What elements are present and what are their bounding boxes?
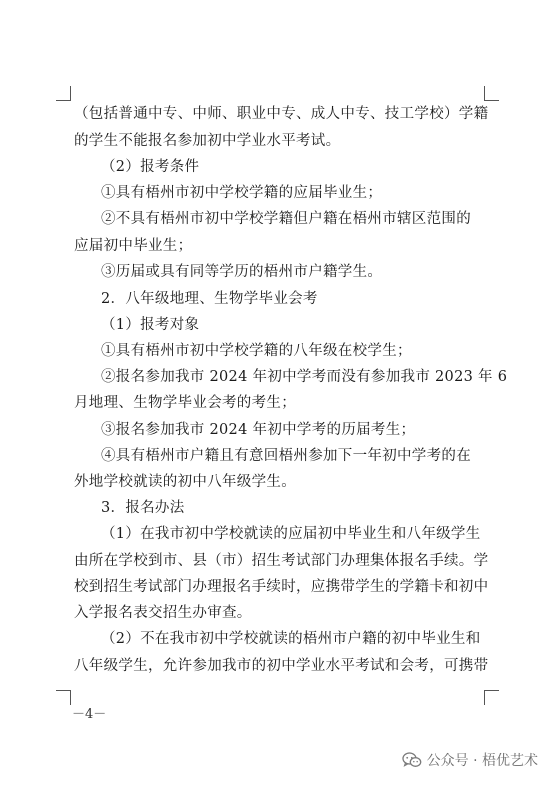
wechat-icon: [402, 752, 422, 768]
text-line: 应届初中毕业生；: [74, 238, 193, 254]
text-line: ②报名参加我市 2024 年初中学考而没有参加我市 2023 年 6: [101, 369, 508, 385]
text-line: ③报名参加我市 2024 年初中学考的历届考生；: [101, 422, 416, 438]
page-number: －4－: [72, 707, 107, 722]
corner-mark-top-right: [484, 86, 499, 101]
corner-mark-bottom-right: [484, 690, 499, 705]
text-line: 外地学校就读的初中八年级学生。: [74, 474, 296, 490]
text-line: ②不具有梧州市初中学校学籍但户籍在梧州市辖区范围的: [101, 211, 471, 227]
section-heading: 3．报名办法: [101, 500, 185, 516]
text-line: 校到招生考试部门办理报名手续时，应携带学生的学籍卡和初中: [74, 579, 489, 595]
text-line: 入学报名表交招生办审查。: [74, 605, 252, 621]
section-heading: （2）报考条件: [101, 159, 200, 175]
text-line: ④具有梧州市户籍且有意回梧州参加下一年初中学考的在: [101, 448, 471, 464]
text-line: 月地理、生物学毕业会考的考生；: [74, 395, 296, 411]
corner-mark-top-left: [56, 86, 71, 101]
text-line: （2）不在我市初中学校就读的梧州市户籍的初中毕业生和: [101, 631, 481, 647]
text-line: ①具有梧州市初中学校学籍的八年级在校学生；: [101, 343, 412, 359]
text-line: 八年级学生，允许参加我市的初中学业水平考试和会考，可携带: [74, 658, 489, 674]
text-line: 由所在学校到市、县（市）招生考试部门办理集体报名手续。学: [74, 553, 489, 569]
text-line: ③历届或具有同等学历的梧州市户籍学生。: [101, 264, 383, 280]
text-line: （包括普通中专、中师、职业中专、成人中专、技工学校）学籍: [74, 106, 489, 122]
corner-mark-bottom-left: [56, 690, 71, 705]
text-line: （1）在我市初中学校就读的应届初中毕业生和八年级学生: [101, 526, 481, 542]
section-heading: （1）报考对象: [101, 317, 200, 333]
section-heading: 2．八年级地理、生物学毕业会考: [101, 291, 318, 307]
watermark: [402, 750, 538, 770]
watermark-text: 公众号 · 梧优艺术: [426, 753, 538, 769]
text-line: 的学生不能报名参加初中学业水平考试。: [74, 133, 341, 149]
text-line: ①具有梧州市初中学校学籍的应届毕业生；: [101, 185, 383, 201]
